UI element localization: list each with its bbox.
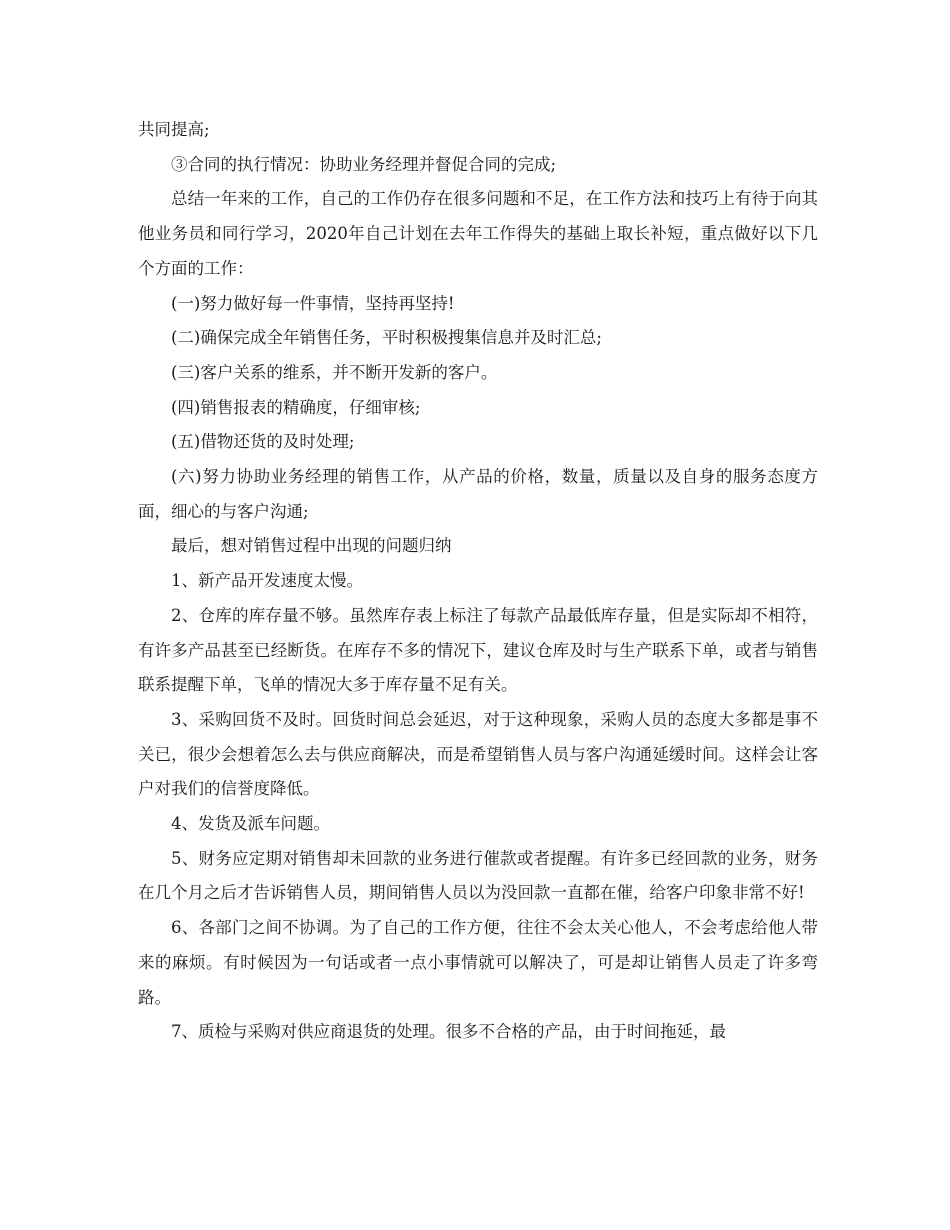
list-item-3: (三)客户关系的维系，并不断开发新的客户。: [171, 362, 498, 382]
issue-item-1: 1、新产品开发速度太慢。: [171, 571, 363, 591]
list-item-1: (一)努力做好每一件事情，坚持再坚持!: [171, 293, 455, 313]
paragraph-issues-intro: 最后，想对销售过程中出现的问题归纳: [171, 536, 452, 556]
document-body: [138, 113, 818, 1050]
list-item-6: (六)努力协助业务经理的销售工作，从产品的价格，数量，质量以及自身的服务态度方面，细心的与客户沟通;: [138, 467, 818, 521]
issue-item-4: 4、发货及派车问题。: [171, 814, 330, 834]
issue-item-6: 6、各部门之间不协调。为了自己的工作方便，往往不会太关心他人，不会考虑给他人带来的麻烦。有时候因为一句话或者一点小事情就可以解决了，可是却让销售人员走了许多弯路。: [138, 918, 818, 1007]
list-item-4: (四)销售报表的精确度，仔细审核;: [171, 397, 421, 417]
issue-item-2: 2、仓库的库存量不够。虽然库存表上标注了每款产品最低库存量，但是实际却不相符，有许多产品甚至已经断货。在库存不多的情况下，建议仓库及时与生产联系下单，或者与销售联系提醒下单，飞单的情况大多于库存量不足有关。: [138, 605, 818, 695]
issue-item-3: 3、采购回货不及时。回货时间总会延迟，对于这种现象，采购人员的态度大多都是事不关已，很少会想着怎么去与供应商解决，而是希望销售人员与客户沟通延缓时间。这样会让客户对我们的信誉度降低。: [138, 709, 818, 799]
paragraph-continuation: 共同提高;: [138, 120, 210, 139]
list-item-5: (五)借物还货的及时处理;: [171, 432, 355, 452]
paragraph-year-summary: 总结一年来的工作，自己的工作仍存在很多问题和不足，在工作方法和技巧上有待于向其他业务员和同行学习，2020年自己计划在去年工作得失的基础上取长补短，重点做好以下几个方面的工作：: [138, 189, 818, 278]
issue-item-7: 7、质检与采购对供应商退货的处理。很多不合格的产品，由于时间拖延，最: [171, 1022, 726, 1042]
paragraph-contract-execution: ③合同的执行情况：协助业务经理并督促合同的完成;: [171, 154, 557, 174]
list-item-2: (二)确保完成全年销售任务，平时积极搜集信息并及时汇总;: [171, 328, 602, 348]
issue-item-5: 5、财务应定期对销售却未回款的业务进行催款或者提醒。有许多已经回款的业务，财务在几个月之后才告诉销售人员，期间销售人员以为没回款一直都在催，给客户印象非常不好!: [138, 848, 818, 903]
